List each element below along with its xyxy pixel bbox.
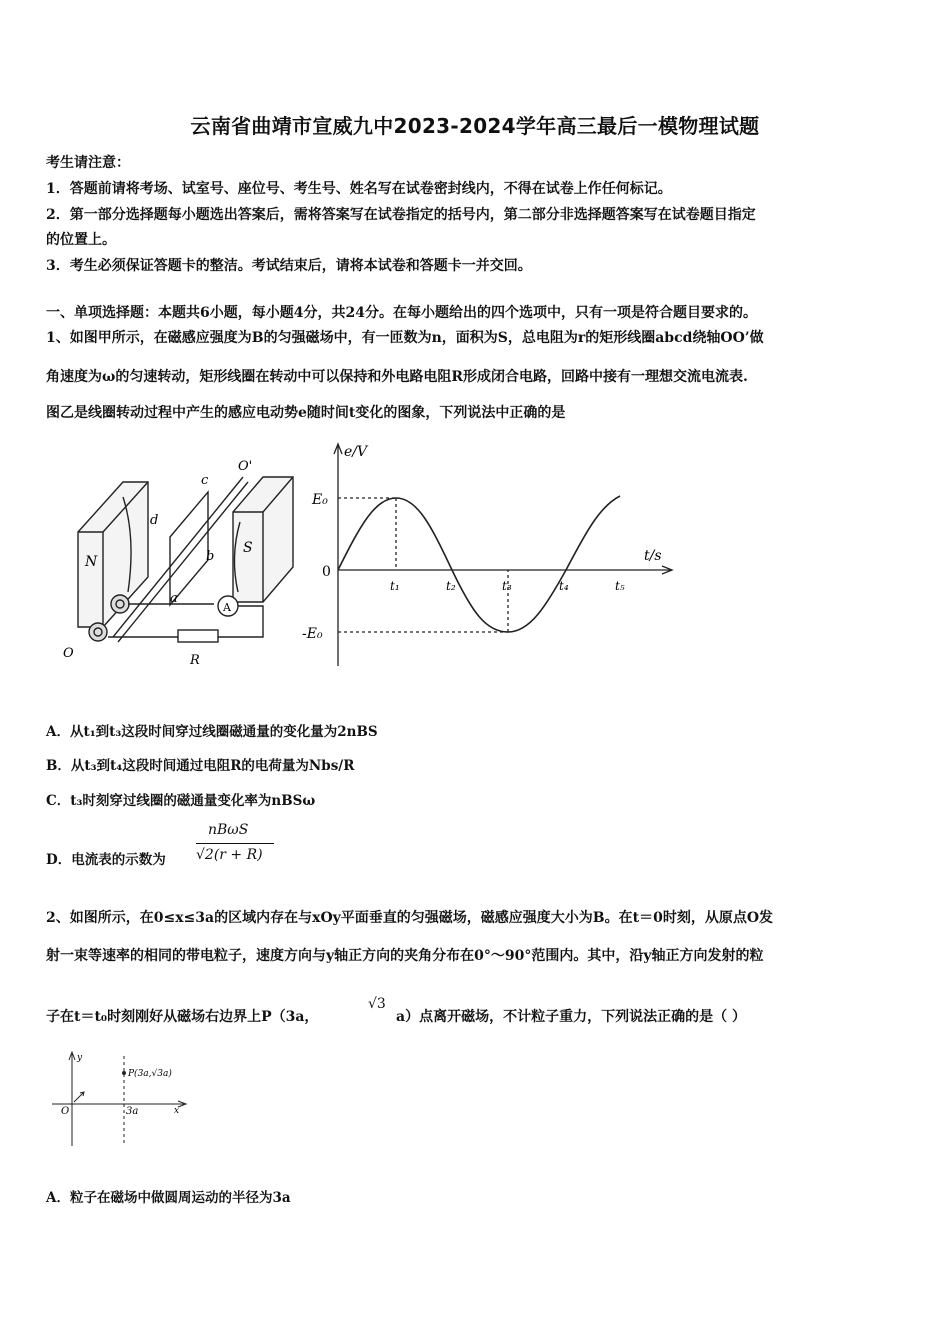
label-N: N: [85, 554, 98, 570]
question-1-text: 角速度为ω的匀速转动，矩形线圈在转动中可以保持和外电路电阻R形成闭合电路，回路中接有一理想交流电流表.: [46, 369, 748, 385]
question-1-text: 1、如图甲所示，在磁感应强度为B的匀强磁场中，有一匝数为n，面积为S，总电阻为r的矩形线圈abcd绕轴OO’做: [46, 330, 764, 346]
notice-item: 的位置上。: [46, 232, 116, 248]
notice-item: 3．考生必须保证答题卡的整洁。考试结束后，请将本试卷和答题卡一并交回。: [46, 258, 532, 274]
diagram-origin: O: [61, 1106, 70, 1117]
graph-e0-label: E₀: [312, 492, 328, 508]
emf-time-graph: [300, 436, 680, 672]
option-b: B．从t₃到t₄这段时间通过电阻R的电荷量为Nbs/R: [46, 758, 355, 774]
option-d: D．电流表的示数为: [46, 852, 166, 868]
tick-t3: t₃: [502, 579, 512, 593]
magnetic-field-diagram: [50, 1048, 200, 1150]
q2-option-a: A．粒子在磁场中做圆周运动的半径为3a: [46, 1190, 291, 1206]
sqrt-three: √3: [368, 996, 386, 1012]
fraction-bar: [196, 843, 274, 844]
resistor-label: R: [190, 653, 200, 668]
question-2-text: a）点离开磁场，不计粒子重力，下列说法正确的是（ ）: [396, 1009, 746, 1025]
page-title: 云南省曲靖市宣威九中2023-2024学年高三最后一模物理试题: [190, 114, 760, 138]
notice-item: 2．第一部分选择题每小题选出答案后，需将答案写在试卷指定的括号内，第二部分非选择题答案写在试卷题目指定: [46, 207, 756, 223]
option-d-numerator: nBωS: [208, 822, 249, 838]
option-a: A．从t₁到t₃这段时间穿过线圈磁通量的变化量为2nBS: [46, 724, 378, 740]
question-2-text: 子在t＝t₀时刻刚好从磁场右边界上P（3a，: [46, 1009, 319, 1025]
graph-origin: 0: [322, 564, 331, 580]
option-d-denominator: √2(r + R): [196, 847, 263, 863]
ammeter-label: A: [223, 601, 231, 614]
notice-item: 1．答题前请将考场、试室号、座位号、考生号、姓名写在试卷密封线内，不得在试卷上作任何标记。: [46, 181, 672, 197]
question-2-text: 射一束等速率的相同的带电粒子，速度方向与y轴正方向的夹角分布在0°～90°范围内。其中，沿y轴正方向发射的粒: [46, 948, 764, 964]
tick-t2: t₂: [446, 579, 456, 593]
section-heading: 一、单项选择题：本题共6小题，每小题4分，共24分。在每小题给出的四个选项中，只有一项是符合题目要求的。: [46, 305, 757, 321]
label-o-prime: O': [238, 459, 253, 474]
label-a: a: [170, 591, 178, 606]
graph-y-label: e/V: [344, 444, 368, 460]
diagram-3a-label: 3a: [126, 1106, 139, 1117]
diagram-x-label: x: [174, 1106, 180, 1116]
diagram-y-label: y: [77, 1053, 83, 1063]
option-c: C．t₃时刻穿过线圈的磁通量变化率为nBSω: [46, 793, 316, 809]
tick-t4: t₄: [559, 579, 569, 593]
label-S: S: [243, 540, 253, 556]
question-1-text: 图乙是线圈转动过程中产生的感应电动势e随时间t变化的图象，下列说法中正确的是: [46, 405, 566, 421]
point-p: [122, 1071, 126, 1075]
tick-t5: t₅: [615, 579, 625, 593]
label-o: O: [63, 646, 74, 661]
question-2-text: 2、如图所示，在0≤x≤3a的区域内存在与xOy平面垂直的匀强磁场，磁感应强度大小为B。在t＝0时刻，从原点O发: [46, 910, 774, 926]
label-d: d: [150, 513, 159, 528]
notice-heading: 考生请注意：: [46, 155, 130, 171]
graph-x-label: t/s: [644, 548, 662, 564]
sine-curve: [338, 496, 620, 632]
label-b: b: [206, 549, 215, 564]
graph-neg-e0-label: -E₀: [302, 626, 323, 642]
label-c: c: [201, 473, 209, 488]
generator-diagram: [58, 452, 298, 674]
point-p-label: P(3a,√3a): [128, 1069, 172, 1079]
tick-t1: t₁: [390, 579, 400, 593]
